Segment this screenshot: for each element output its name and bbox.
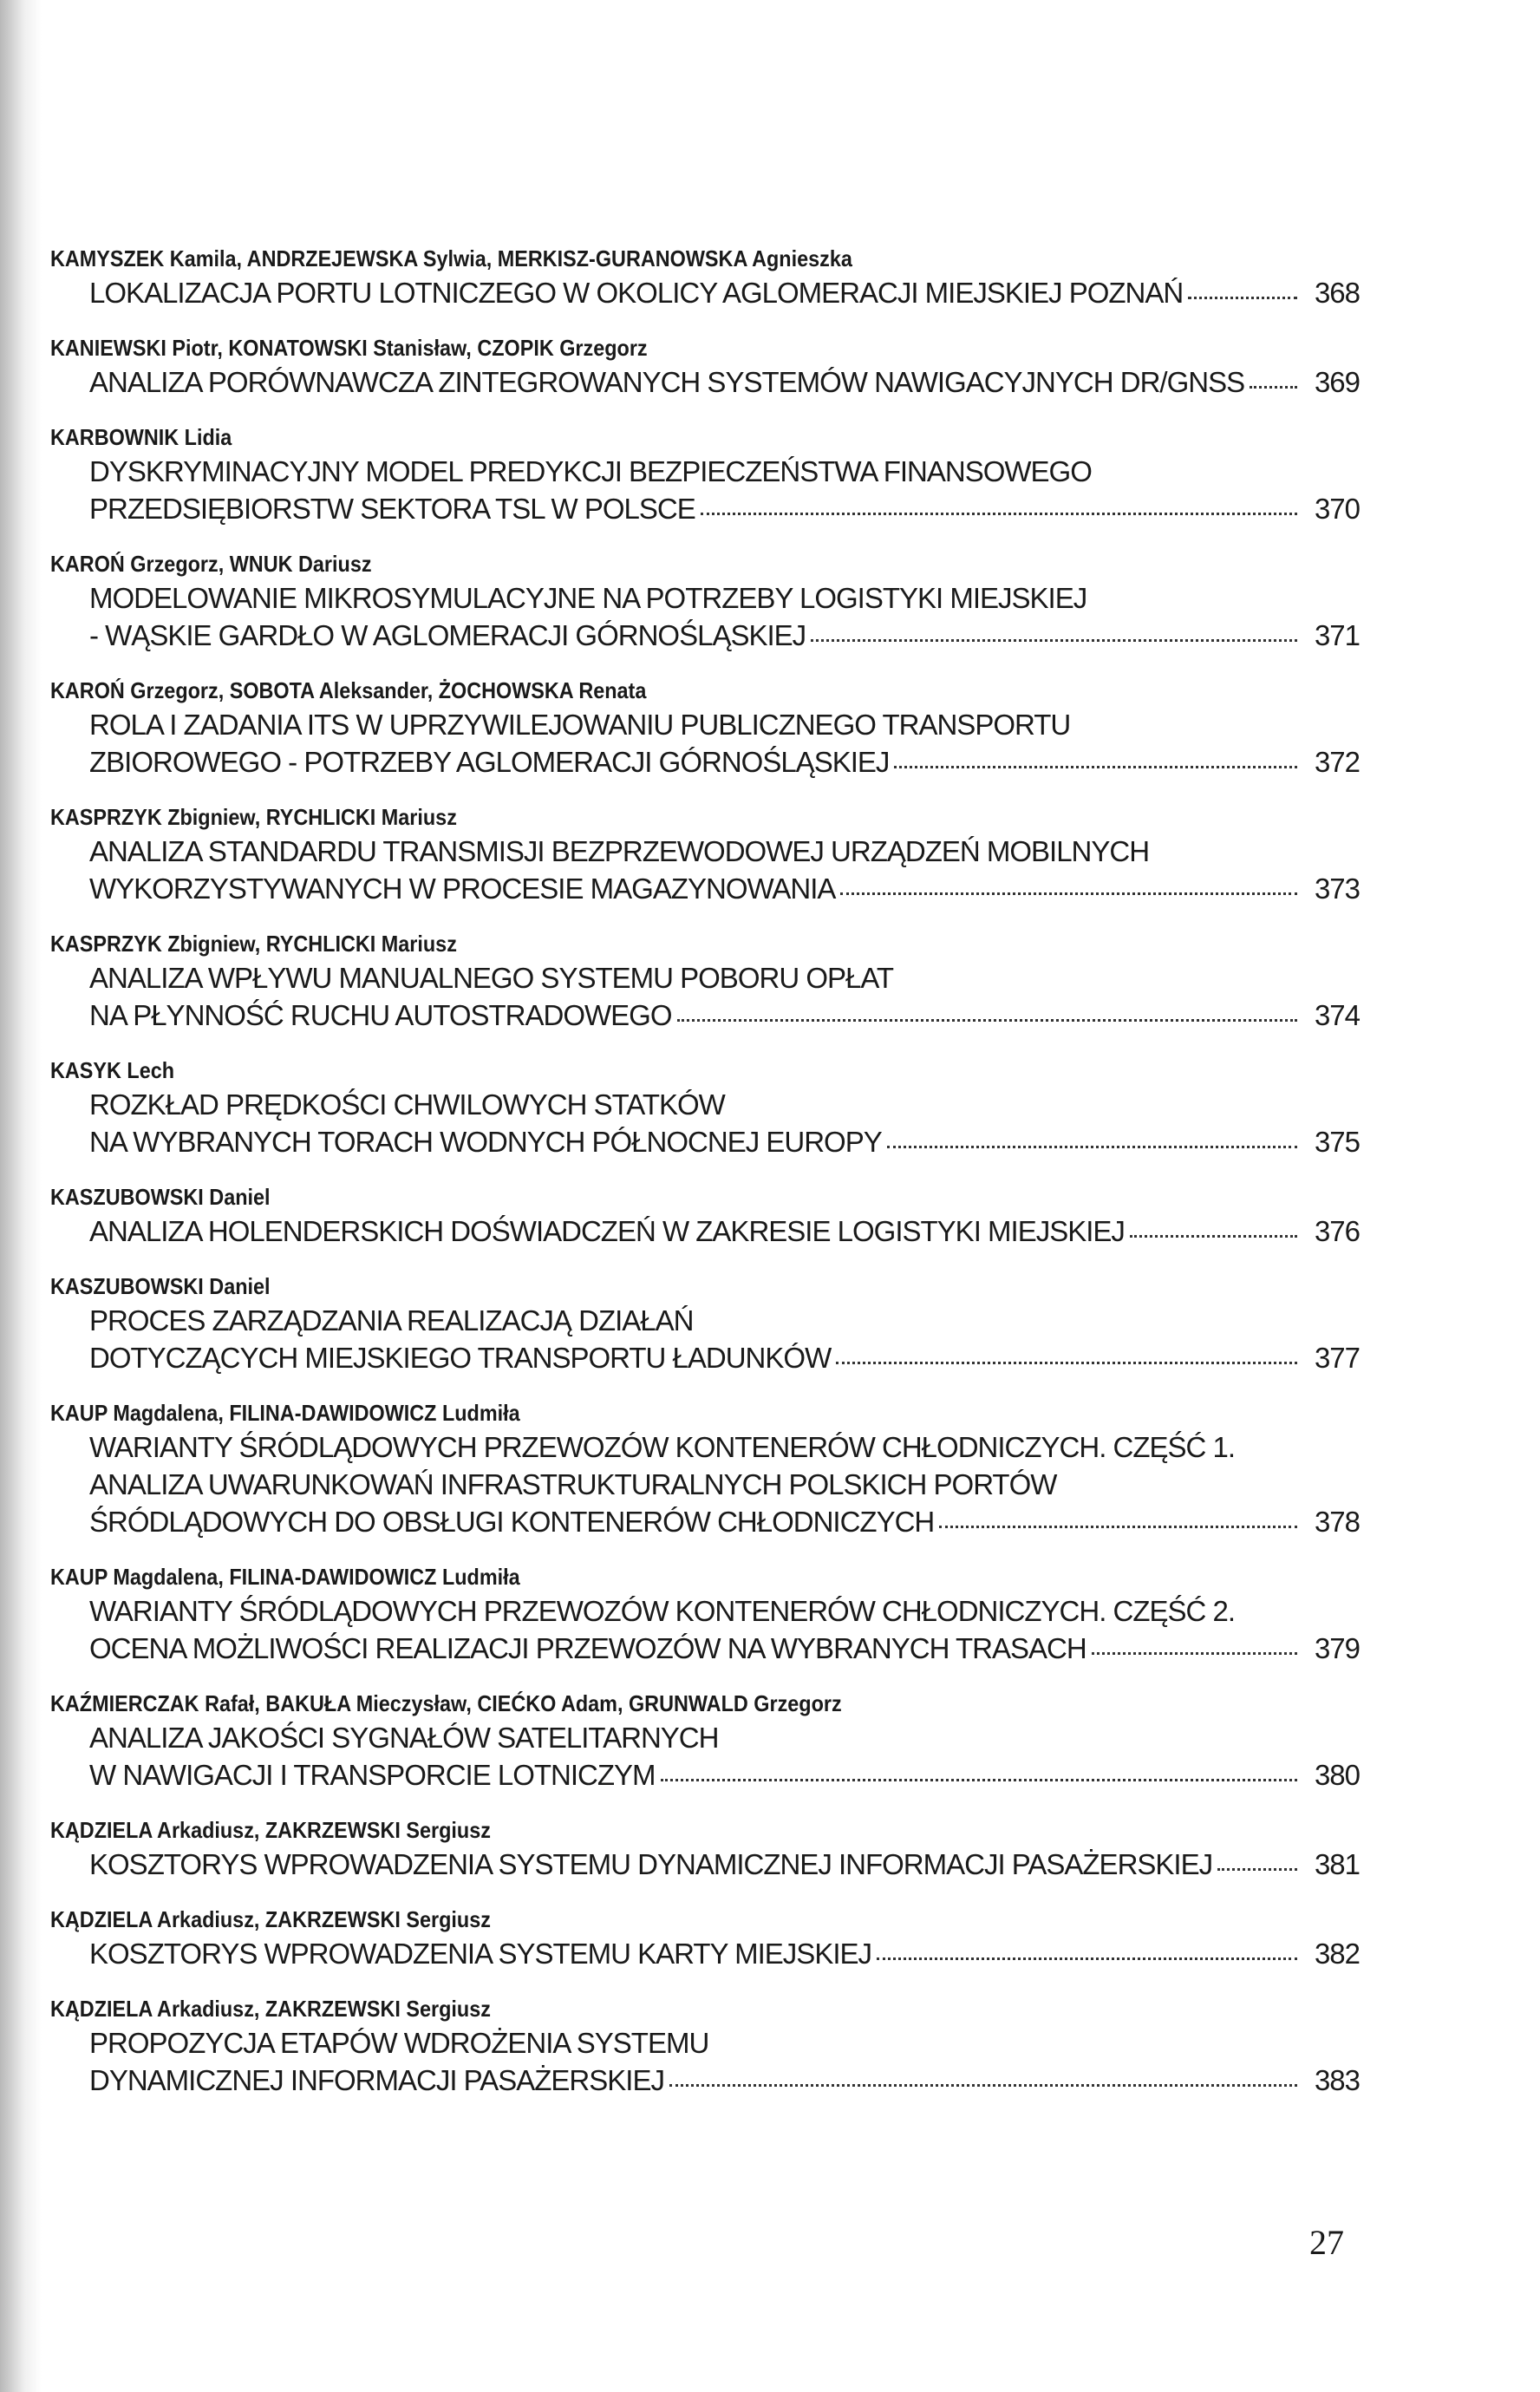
entry-authors: KAROŃ Grzegorz, SOBOTA Aleksander, ŻOCHOWSKA Renata	[50, 677, 647, 703]
toc-entry	[50, 1814, 1360, 1883]
entry-title	[50, 1302, 1360, 1376]
entry-page-number: 381	[1314, 1848, 1360, 1880]
entry-authors: KAUP Magdalena, FILINA-DAWIDOWICZ Ludmiła	[50, 1564, 520, 1590]
entry-title	[50, 1935, 1360, 1972]
entry-title-last-line	[89, 1503, 1360, 1540]
entry-authors: KASZUBOWSKI Daniel	[50, 1273, 271, 1299]
entry-page-number: 379	[1314, 1632, 1360, 1664]
entry-page-number: 368	[1314, 277, 1360, 309]
entry-title-line: PRZEDSIĘBIORSTW SEKTORA TSL W POLSCE	[89, 493, 695, 525]
toc-entry	[50, 801, 1360, 907]
entry-authors: KASPRZYK Zbigniew, RYCHLICKI Mariusz	[50, 931, 457, 957]
entry-title-line: LOKALIZACJA PORTU LOTNICZEGO W OKOLICY AGLOMERACJI MIEJSKIEJ POZNAŃ	[89, 277, 1184, 309]
dot-leader	[840, 892, 1297, 895]
entry-title-line: PROCES ZARZĄDZANIA REALIZACJĄ DZIAŁAŃ	[89, 1304, 694, 1337]
dot-leader	[701, 512, 1297, 515]
entry-authors: KĄDZIELA Arkadiusz, ZAKRZEWSKI Sergiusz	[50, 1817, 491, 1843]
entry-title-line: ZBIOROWEGO - POTRZEBY AGLOMERACJI GÓRNOŚLĄSKIEJ	[89, 746, 890, 778]
toc-entry	[50, 928, 1360, 1034]
toc-entry	[50, 1271, 1360, 1376]
entry-title	[50, 2024, 1360, 2099]
entry-title-line: DYNAMICZNEJ INFORMACJI PASAŻERSKIEJ	[89, 2064, 664, 2096]
entry-title-line: ROZKŁAD PRĘDKOŚCI CHWILOWYCH STATKÓW	[89, 1088, 725, 1121]
table-of-contents	[50, 243, 1360, 2120]
page-number: 27	[1309, 2223, 1344, 2262]
entry-title-line: MODELOWANIE MIKROSYMULACYJNE NA POTRZEBY LOGISTYKI MIEJSKIEJ	[89, 582, 1087, 614]
entry-authors: KASZUBOWSKI Daniel	[50, 1184, 271, 1210]
entry-page-number: 376	[1314, 1215, 1360, 1247]
entry-title-last-line	[89, 363, 1360, 401]
toc-entry	[50, 675, 1360, 781]
entry-title	[50, 1086, 1360, 1160]
entry-title	[50, 1428, 1360, 1540]
entry-title-last-line	[89, 1756, 1360, 1794]
entry-title-line: ANALIZA STANDARDU TRANSMISJI BEZPRZEWODOWEJ URZĄDZEŃ MOBILNYCH	[89, 835, 1150, 867]
entry-authors: KARBOWNIK Lidia	[50, 424, 232, 450]
entry-title-line: KOSZTORYS WPROWADZENIA SYSTEMU DYNAMICZNEJ INFORMACJI PASAŻERSKIEJ	[89, 1848, 1213, 1880]
entry-title	[50, 274, 1360, 311]
toc-entry	[50, 1904, 1360, 1972]
toc-entry	[50, 1561, 1360, 1667]
entry-title-line: NA WYBRANYCH TORACH WODNYCH PÓŁNOCNEJ EUROPY	[89, 1126, 882, 1158]
entry-authors: KAROŃ Grzegorz, WNUK Dariusz	[50, 551, 372, 577]
entry-page-number: 371	[1314, 619, 1360, 651]
entry-authors: KANIEWSKI Piotr, KONATOWSKI Stanisław, CZOPIK Grzegorz	[50, 335, 648, 361]
entry-title-line: ANALIZA JAKOŚCI SYGNAŁÓW SATELITARNYCH	[89, 1722, 719, 1754]
entry-title	[50, 1592, 1360, 1667]
toc-entry	[50, 422, 1360, 527]
entry-title-line: ANALIZA WPŁYWU MANUALNEGO SYSTEMU POBORU OPŁAT	[89, 962, 894, 994]
entry-page-number: 377	[1314, 1342, 1360, 1374]
entry-authors: KAŹMIERCZAK Rafał, BAKUŁA Mieczysław, CIEĆKO Adam, GRUNWALD Grzegorz	[50, 1690, 842, 1716]
entry-title-line: ŚRÓDLĄDOWYCH DO OBSŁUGI KONTENERÓW CHŁODNICZYCH	[89, 1506, 935, 1538]
entry-title-last-line	[89, 870, 1360, 907]
entry-title	[50, 579, 1360, 654]
entry-page-number: 380	[1314, 1759, 1360, 1791]
entry-title-line: DYSKRYMINACYJNY MODEL PREDYKCJI BEZPIECZEŃSTWA FINANSOWEGO	[89, 455, 1092, 487]
entry-authors: KĄDZIELA Arkadiusz, ZAKRZEWSKI Sergiusz	[50, 1996, 491, 2022]
entry-title-last-line	[89, 274, 1360, 311]
entry-title-last-line	[89, 1630, 1360, 1667]
toc-entry	[50, 332, 1360, 401]
entry-title-last-line	[89, 1846, 1360, 1883]
entry-authors: KASPRZYK Zbigniew, RYCHLICKI Mariusz	[50, 804, 457, 830]
entry-title-line: WYKORZYSTYWANYCH W PROCESIE MAGAZYNOWANIA	[89, 872, 836, 905]
entry-title-line: DOTYCZĄCYCH MIEJSKIEGO TRANSPORTU ŁADUNKÓW	[89, 1342, 832, 1374]
entry-page-number: 375	[1314, 1126, 1360, 1158]
entry-title	[50, 1212, 1360, 1250]
dot-leader	[1092, 1651, 1297, 1655]
toc-entry	[50, 1688, 1360, 1794]
entry-title-last-line	[89, 997, 1360, 1034]
dot-leader	[1217, 1867, 1297, 1871]
dot-leader	[894, 765, 1297, 768]
entry-page-number: 382	[1314, 1938, 1360, 1970]
entry-title-last-line	[89, 743, 1360, 781]
entry-title-line: KOSZTORYS WPROWADZENIA SYSTEMU KARTY MIEJSKIEJ	[89, 1938, 872, 1970]
dot-leader	[1250, 385, 1297, 389]
toc-entry	[50, 243, 1360, 311]
entry-authors: KAMYSZEK Kamila, ANDRZEJEWSKA Sylwia, MERKISZ-GURANOWSKA Agnieszka	[50, 245, 852, 271]
toc-entry	[50, 1397, 1360, 1540]
entry-title-line: PROPOZYCJA ETAPÓW WDROŻENIA SYSTEMU	[89, 2027, 709, 2059]
entry-page-number: 378	[1314, 1506, 1360, 1538]
dot-leader	[939, 1525, 1297, 1528]
entry-title-line: WARIANTY ŚRÓDLĄDOWYCH PRZEWOZÓW KONTENERÓW CHŁODNICZYCH. CZĘŚĆ 1.	[89, 1431, 1236, 1463]
entry-title-line: ANALIZA UWARUNKOWAŃ INFRASTRUKTURALNYCH POLSKICH PORTÓW	[89, 1468, 1057, 1500]
entry-title-line: WARIANTY ŚRÓDLĄDOWYCH PRZEWOZÓW KONTENERÓW CHŁODNICZYCH. CZĘŚĆ 2.	[89, 1595, 1236, 1627]
dot-leader	[677, 1018, 1298, 1022]
entry-title-line: - WĄSKIE GARDŁO W AGLOMERACJI GÓRNOŚLĄSKIEJ	[89, 619, 806, 651]
entry-title-last-line	[89, 490, 1360, 527]
dot-leader	[887, 1145, 1297, 1148]
entry-title-last-line	[89, 1935, 1360, 1972]
entry-title-last-line	[89, 1212, 1360, 1250]
entry-page-number: 374	[1314, 999, 1360, 1031]
entry-page-number: 383	[1314, 2064, 1360, 2096]
entry-title	[50, 1719, 1360, 1794]
entry-title-last-line	[89, 617, 1360, 654]
entry-title-line: NA PŁYNNOŚĆ RUCHU AUTOSTRADOWEGO	[89, 999, 672, 1031]
entry-title-last-line	[89, 1339, 1360, 1376]
entry-page-number: 372	[1314, 746, 1360, 778]
entry-title-line: OCENA MOŻLIWOŚCI REALIZACJI PRZEWOZÓW NA WYBRANYCH TRASACH	[89, 1632, 1086, 1664]
entry-page-number: 373	[1314, 872, 1360, 905]
entry-title-line: ANALIZA PORÓWNAWCZA ZINTEGROWANYCH SYSTEMÓW NAWIGACYJNYCH DR/GNSS	[89, 366, 1245, 398]
toc-entry	[50, 1993, 1360, 2099]
entry-page-number: 370	[1314, 493, 1360, 525]
entry-title-line: ROLA I ZADANIA ITS W UPRZYWILEJOWANIU PUBLICZNEGO TRANSPORTU	[89, 709, 1071, 741]
entry-title	[50, 1846, 1360, 1883]
entry-authors: KĄDZIELA Arkadiusz, ZAKRZEWSKI Sergiusz	[50, 1906, 491, 1932]
entry-title-last-line	[89, 1123, 1360, 1160]
toc-entry	[50, 1181, 1360, 1250]
dot-leader	[877, 1957, 1297, 1960]
dot-leader	[1188, 296, 1297, 299]
toc-entry	[50, 1055, 1360, 1160]
entry-page-number: 369	[1314, 366, 1360, 398]
entry-title	[50, 706, 1360, 781]
entry-authors: KASYK Lech	[50, 1057, 175, 1083]
toc-entry	[50, 548, 1360, 654]
dot-leader	[661, 1778, 1297, 1781]
dot-leader	[1130, 1234, 1297, 1238]
entry-title	[50, 363, 1360, 401]
entry-authors: KAUP Magdalena, FILINA-DAWIDOWICZ Ludmiła	[50, 1400, 520, 1426]
dot-leader	[811, 638, 1297, 642]
scan-edge-shadow	[0, 0, 42, 2392]
dot-leader	[669, 2083, 1297, 2087]
entry-title	[50, 959, 1360, 1034]
dot-leader	[836, 1361, 1297, 1364]
entry-title-last-line	[89, 2062, 1360, 2099]
entry-title-line: W NAWIGACJI I TRANSPORCIE LOTNICZYM	[89, 1759, 656, 1791]
entry-title	[50, 833, 1360, 907]
entry-title-line: ANALIZA HOLENDERSKICH DOŚWIADCZEŃ W ZAKRESIE LOGISTYKI MIEJSKIEJ	[89, 1215, 1125, 1247]
entry-title	[50, 453, 1360, 527]
